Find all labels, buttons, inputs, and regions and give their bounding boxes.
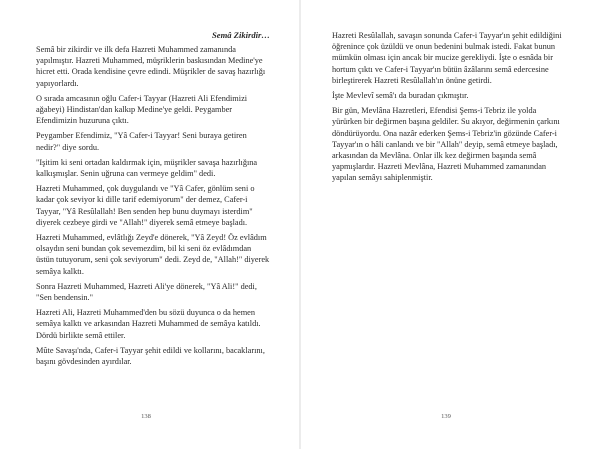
paragraph: Hazreti Muhammed, çok duygulandı ve "Yâ Cafer, gönlüm seni o kadar çok seviyor ki dille tarif edemiyorum" der demez, Cafer-i Tayyar, "Yâ Resûlallah! Ben senden hep bunu duymayı isterdim" diyerek cezbeye girdi ve "Allah!" diyerek semâ etmeye başladı. bbox=[36, 184, 255, 227]
paragraph: Bir gün, Mevlâna Hazretleri, Efendisi Şems-i Tebriz ile yolda yürürken bir değirmen başına geldiler. Su akıyor, değirmenin çarkını döndürüyordu. Ona nazâr ederken Şems-i Tebriz'in gözünde Cafer-i Tayyar'ın o hâli canlandı ve bir "Allah" deyip, semâ etmeye başladı, arkasından da Mevlâna. Onlar ilk kez değirmen başında semâ yapmışlardır. Hazreti Mevlâna, Hazreti Muhammed zamanından yapılan semâyı sahiplenmiştir. bbox=[332, 106, 560, 183]
paragraph: Sonra Hazreti Muhammed, Hazreti Ali'ye dönerek, "Yâ Ali!" dedi, "Sen bendensin." bbox=[36, 281, 257, 303]
page-number-left: 138 bbox=[141, 413, 151, 420]
paragraph: İşte Mevlevî semâ'ı da buradan çıkmıştır. bbox=[332, 91, 469, 101]
page-number-right: 139 bbox=[441, 413, 451, 420]
paragraph: Hazreti Ali, Hazreti Muhammed'den bu sözü duyunca o da hemen semâya kalktı ve arkasından Hazreti Muhammed de semâya katıldı. Dördü birlikte semâ ettiler. bbox=[36, 308, 261, 340]
paragraph: Hazreti Muhammed, evlâtlığı Zeyd'e dönerek, "Yâ Zeyd! Öz evlâdım olsaydın seni bundan çok sevemezdim, bil ki seni öz evlâdımdan üstün tutuyorum, seni çok seviyorum" dedi. Zeyd de, "Allah!" diyerek semâya kalktı. bbox=[36, 233, 270, 276]
paragraph: O sırada amcasının oğlu Cafer-i Tayyar (Hazreti Ali Efendimizi ağabeyi) Hindistan'dan kalkıp Medine'ye geldi. Peygamber Efendimizin huzuruna çıktı. bbox=[36, 93, 248, 126]
right-page bbox=[300, 0, 600, 449]
paragraph: Hazreti Resûlallah, savaşın sonunda Cafer-i Tayyar'ın şehit edildiğini öğrenince çok üzüldü ve onun bedenini bulmak istedi. Fakat bunun mümkün olması için ancak bir mucize gerekliydi. İşte o esnâda bir hortum çıktı ve Cafer-i Tayyar'ın bütün âzâlarını semâ edercesine birleştirerek Hazreti Resûlallah'ın önüne getirdi. bbox=[332, 31, 562, 85]
paragraph: "Işitim ki seni ortadan kaldırmak için, müşrikler savaşa hazırlığına kalkışmışlar. Senin uğruna can vermeye geldim" dedi. bbox=[36, 157, 258, 179]
left-page-text bbox=[36, 30, 270, 371]
paragraph: Peygamber Efendimiz, "Yâ Cafer-i Tayyar! Seni buraya getiren nedir?" diye sordu. bbox=[36, 131, 247, 152]
section-title: Semâ Zikirdir… bbox=[211, 30, 270, 40]
paragraph: Semâ bir zikirdir ve ilk defa Hazreti Muhammed zamanında yapılmıştır. Hazreti Muhammed, müşriklerin baskısından Medine'ye hicret etti. Orada kendisine çevre edindi. Müşrikler de savaş hazırlığı yapıyorlardı. bbox=[36, 45, 266, 88]
right-page-text bbox=[332, 30, 568, 188]
paragraph: Mûte Savaşı'nda, Cafer-i Tayyar şehit edildi ve kollarını, bacaklarını, başını gövdesinden ayırdılar. bbox=[36, 345, 265, 367]
